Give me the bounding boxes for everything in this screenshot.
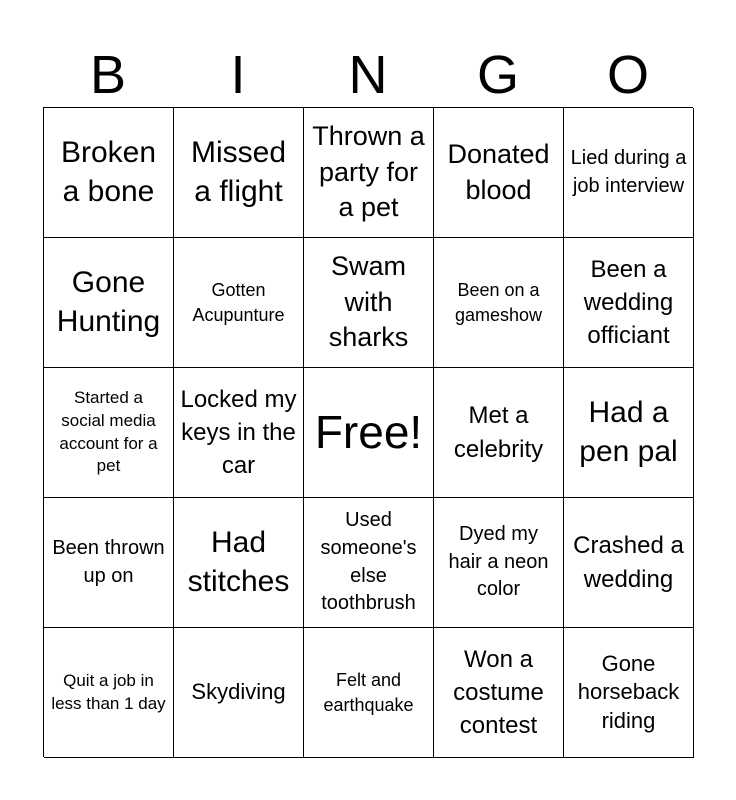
bingo-cell-r1-c3[interactable] <box>304 108 434 238</box>
cell-text: Started a social media account for a pet <box>59 388 158 476</box>
bingo-cell-r3-c5[interactable] <box>564 368 694 498</box>
cell-text: Used someone's else toothbrush <box>320 509 417 615</box>
header-letter-g: G <box>476 45 519 105</box>
cell-text: Felt and earthquake <box>323 669 414 715</box>
free-space-text: Free! <box>314 406 423 459</box>
cell-text: Been a wedding officiant <box>583 255 674 350</box>
bingo-cell-r3-c1[interactable] <box>44 368 174 498</box>
cell-text: Gotten Acupunture <box>192 279 285 325</box>
bingo-cell-r5-c3[interactable] <box>304 628 434 758</box>
bingo-cell-r4-c4[interactable] <box>434 498 564 628</box>
cell-text: Quit a job in less than 1 day <box>51 670 166 713</box>
cell-text: Donated blood <box>447 138 550 205</box>
bingo-cell-r4-c5[interactable] <box>564 498 694 628</box>
bingo-cell-r1-c2[interactable] <box>174 108 304 238</box>
cell-text: Broken a bone <box>60 136 157 208</box>
cell-text: Had a pen pal <box>579 396 678 468</box>
bingo-cell-r1-c5[interactable] <box>564 108 694 238</box>
header-letter-b: B <box>89 45 127 105</box>
bingo-cell-r5-c4[interactable] <box>434 628 564 758</box>
cell-text: Gone Hunting <box>56 266 161 338</box>
cell-text: Lied during a job interview <box>570 146 687 197</box>
cell-text: Dyed my hair a neon color <box>448 523 549 601</box>
header-letter-o: O <box>606 45 649 105</box>
bingo-cell-r2-c3[interactable] <box>304 238 434 368</box>
bingo-cell-r1-c1[interactable] <box>44 108 174 238</box>
bingo-cell-r2-c2[interactable] <box>174 238 304 368</box>
header-letter-n: N <box>348 45 388 105</box>
cell-text: Won a costume contest <box>453 645 544 740</box>
bingo-cell-r3-c2[interactable] <box>174 368 304 498</box>
bingo-cell-r5-c2[interactable] <box>174 628 304 758</box>
cell-text: Had stitches <box>187 526 290 598</box>
bingo-cell-r3-c4[interactable] <box>434 368 564 498</box>
bingo-header <box>43 44 693 106</box>
bingo-cell-r4-c2[interactable] <box>174 498 304 628</box>
bingo-cell-r2-c1[interactable] <box>44 238 174 368</box>
cell-text: Met a celebrity <box>453 402 544 463</box>
bingo-cell-r5-c5[interactable] <box>564 628 694 758</box>
header-letter-i: I <box>230 45 246 105</box>
bingo-cell-r4-c3[interactable] <box>304 498 434 628</box>
cell-text: Gone horseback riding <box>577 650 680 733</box>
cell-text: Crashed a wedding <box>573 532 684 593</box>
cell-text: Thrown a party for a pet <box>312 121 425 223</box>
cell-text: Skydiving <box>191 679 286 705</box>
bingo-cell-r1-c4[interactable] <box>434 108 564 238</box>
bingo-board <box>43 107 693 757</box>
bingo-cell-r2-c4[interactable] <box>434 238 564 368</box>
bingo-cell-r2-c5[interactable] <box>564 238 694 368</box>
cell-text: Been on a gameshow <box>454 279 543 325</box>
cell-text: Missed a flight <box>190 136 287 208</box>
bingo-cell-r5-c1[interactable] <box>44 628 174 758</box>
cell-text: Swam with sharks <box>328 251 409 353</box>
bingo-cell-r4-c1[interactable] <box>44 498 174 628</box>
cell-text: Locked my keys in the car <box>180 385 297 480</box>
bingo-cell-free[interactable] <box>304 368 434 498</box>
cell-text: Been thrown up on <box>52 536 165 587</box>
